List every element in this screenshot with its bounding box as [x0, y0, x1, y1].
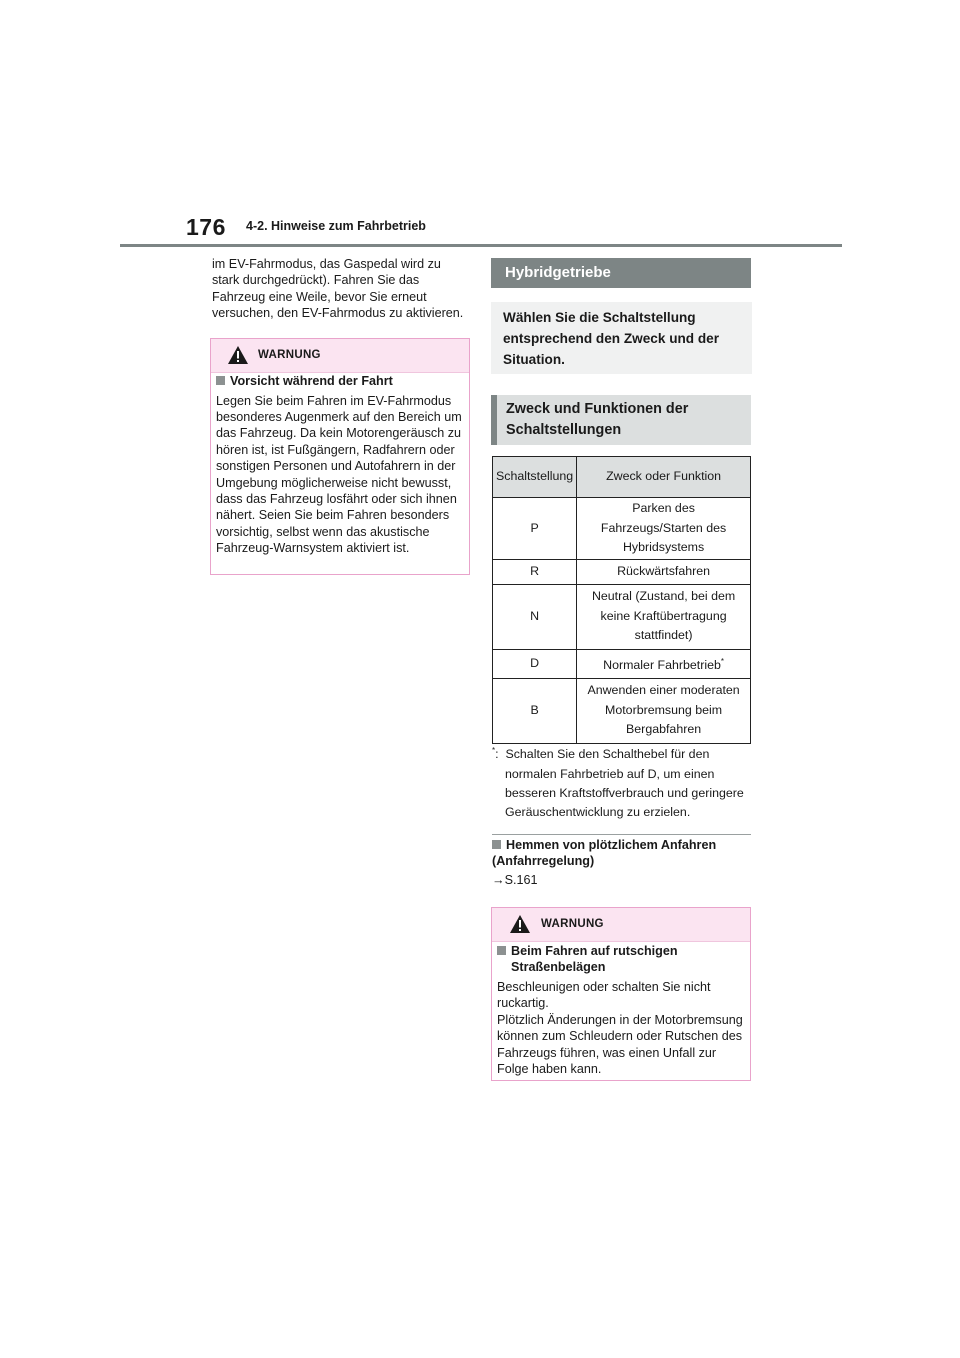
warning-box-ev [210, 338, 470, 575]
table-row [493, 584, 751, 649]
footnote-marker: * [720, 656, 725, 666]
square-bullet-icon [492, 840, 501, 849]
arrow-icon: → [492, 873, 505, 887]
page-reference[interactable] [492, 873, 538, 887]
table-cell-function: Neutral (Zustand, bei dem keine Kraftübertragung stattfindet) [577, 584, 751, 649]
table-cell-position: R [493, 559, 577, 584]
table-row [493, 678, 751, 743]
warning-text: Legen Sie beim Fahren im EV-Fahrmodus besonderes Augenmerk auf den Bereich um das Fahrzeug. Da kein Motorengeräusch zu hören ist, ist Fußgängern, Radfahrern oder sonstigen Personen und Autofahrern in der Umgebung möglicherweise nicht bewusst, dass das Fahrzeug losfährt oder sich ihnen nähert. Seien Sie beim Fahren besonders vorsichtig, selbst wenn das akustische Fahrzeug-Warnsystem aktiviert ist. [216, 393, 462, 556]
divider [492, 834, 751, 835]
table-row [493, 649, 751, 678]
warning-body [497, 944, 745, 1077]
table-cell-position: D [493, 649, 577, 678]
square-bullet-icon [216, 376, 225, 385]
square-bullet-icon [497, 946, 506, 955]
subheading: Zweck und Funktionen der Schaltstellungen [491, 395, 751, 445]
footnote-text: Schalten Sie den Schalthebel für den normalen Fahrbetrieb auf D, um einen besseren Kraftstoffverbrauch und geringere Geräuschentwicklung zu erzielen. [505, 747, 744, 820]
table-cell-function: Rückwärtsfahren [577, 559, 751, 584]
table-row [493, 498, 751, 560]
warning-title [216, 374, 464, 390]
hemmen-title [492, 838, 752, 869]
warning-icon [509, 914, 531, 934]
footnote-marker: * [492, 746, 496, 755]
warning-title [497, 944, 745, 975]
warning-title-text: Vorsicht während der Fahrt [230, 374, 393, 388]
page-number: 176 [186, 214, 226, 240]
warning-label: WARNUNG [258, 349, 321, 361]
table-cell-function: Parken des Fahrzeugs/Starten des Hybridsystems [577, 498, 751, 560]
table-cell-position: N [493, 584, 577, 649]
section-title: 4-2. Hinweise zum Fahrbetrieb [246, 219, 426, 233]
intro-box: Wählen Sie die Schaltstellung entsprechend den Zweck und der Situation. [491, 302, 752, 374]
warning-label: WARNUNG [541, 918, 604, 930]
warning-header [492, 908, 750, 942]
table-row [493, 559, 751, 584]
heading-hybridgetriebe: Hybridgetriebe [491, 258, 751, 288]
header-cell-function: Zweck oder Funktion [577, 457, 751, 498]
warning-box-rutschig [491, 907, 751, 1081]
table-cell-function: Anwenden einer moderaten Motorbremsung beim Bergabfahren [577, 678, 751, 743]
warning-title-text: Beim Fahren auf rutschigen Straßenbelägen [511, 944, 678, 974]
warning-text-1: Beschleunigen oder schalten Sie nicht ruckartig. [497, 980, 711, 1011]
warning-header [211, 339, 469, 373]
header-rule [120, 244, 842, 247]
table-cell-position: P [493, 498, 577, 560]
warning-text-2: Plötzlich Änderungen in der Motorbremsung können zum Schleudern oder Rutschen des Fahrzeugs führen, was einen Unfall zur Folge haben kann. [497, 1012, 743, 1077]
intro-paragraph: im EV-Fahrmodus, das Gaspedal wird zu stark durchgedrückt). Fahren Sie das Fahrzeug eine Weile, bevor Sie erneut versuchen, den EV-Fahrmodus zu aktivieren. [212, 257, 464, 321]
header-cell-position: Schaltstellung [493, 457, 577, 498]
shift-table [492, 456, 751, 744]
footnote [492, 741, 754, 823]
table-header-row [493, 457, 751, 498]
footnote-text-wrap: *: Schalten Sie den Schalthebel für den normalen Fahrbetrieb auf D, um einen besseren Kraftstoffverbrauch und geringere Geräuschentwicklung zu erzielen. [492, 746, 744, 820]
warning-icon [227, 345, 249, 365]
warning-body [216, 374, 464, 557]
table-cell-function-text: Normaler Fahrbetrieb [603, 657, 721, 672]
page-reference-text: S.161 [504, 873, 538, 887]
hemmen-title-text: Hemmen von plötzlichem Anfahren (Anfahrregelung) [492, 838, 717, 868]
table-cell-position: B [493, 678, 577, 743]
table-cell-function [577, 649, 751, 678]
